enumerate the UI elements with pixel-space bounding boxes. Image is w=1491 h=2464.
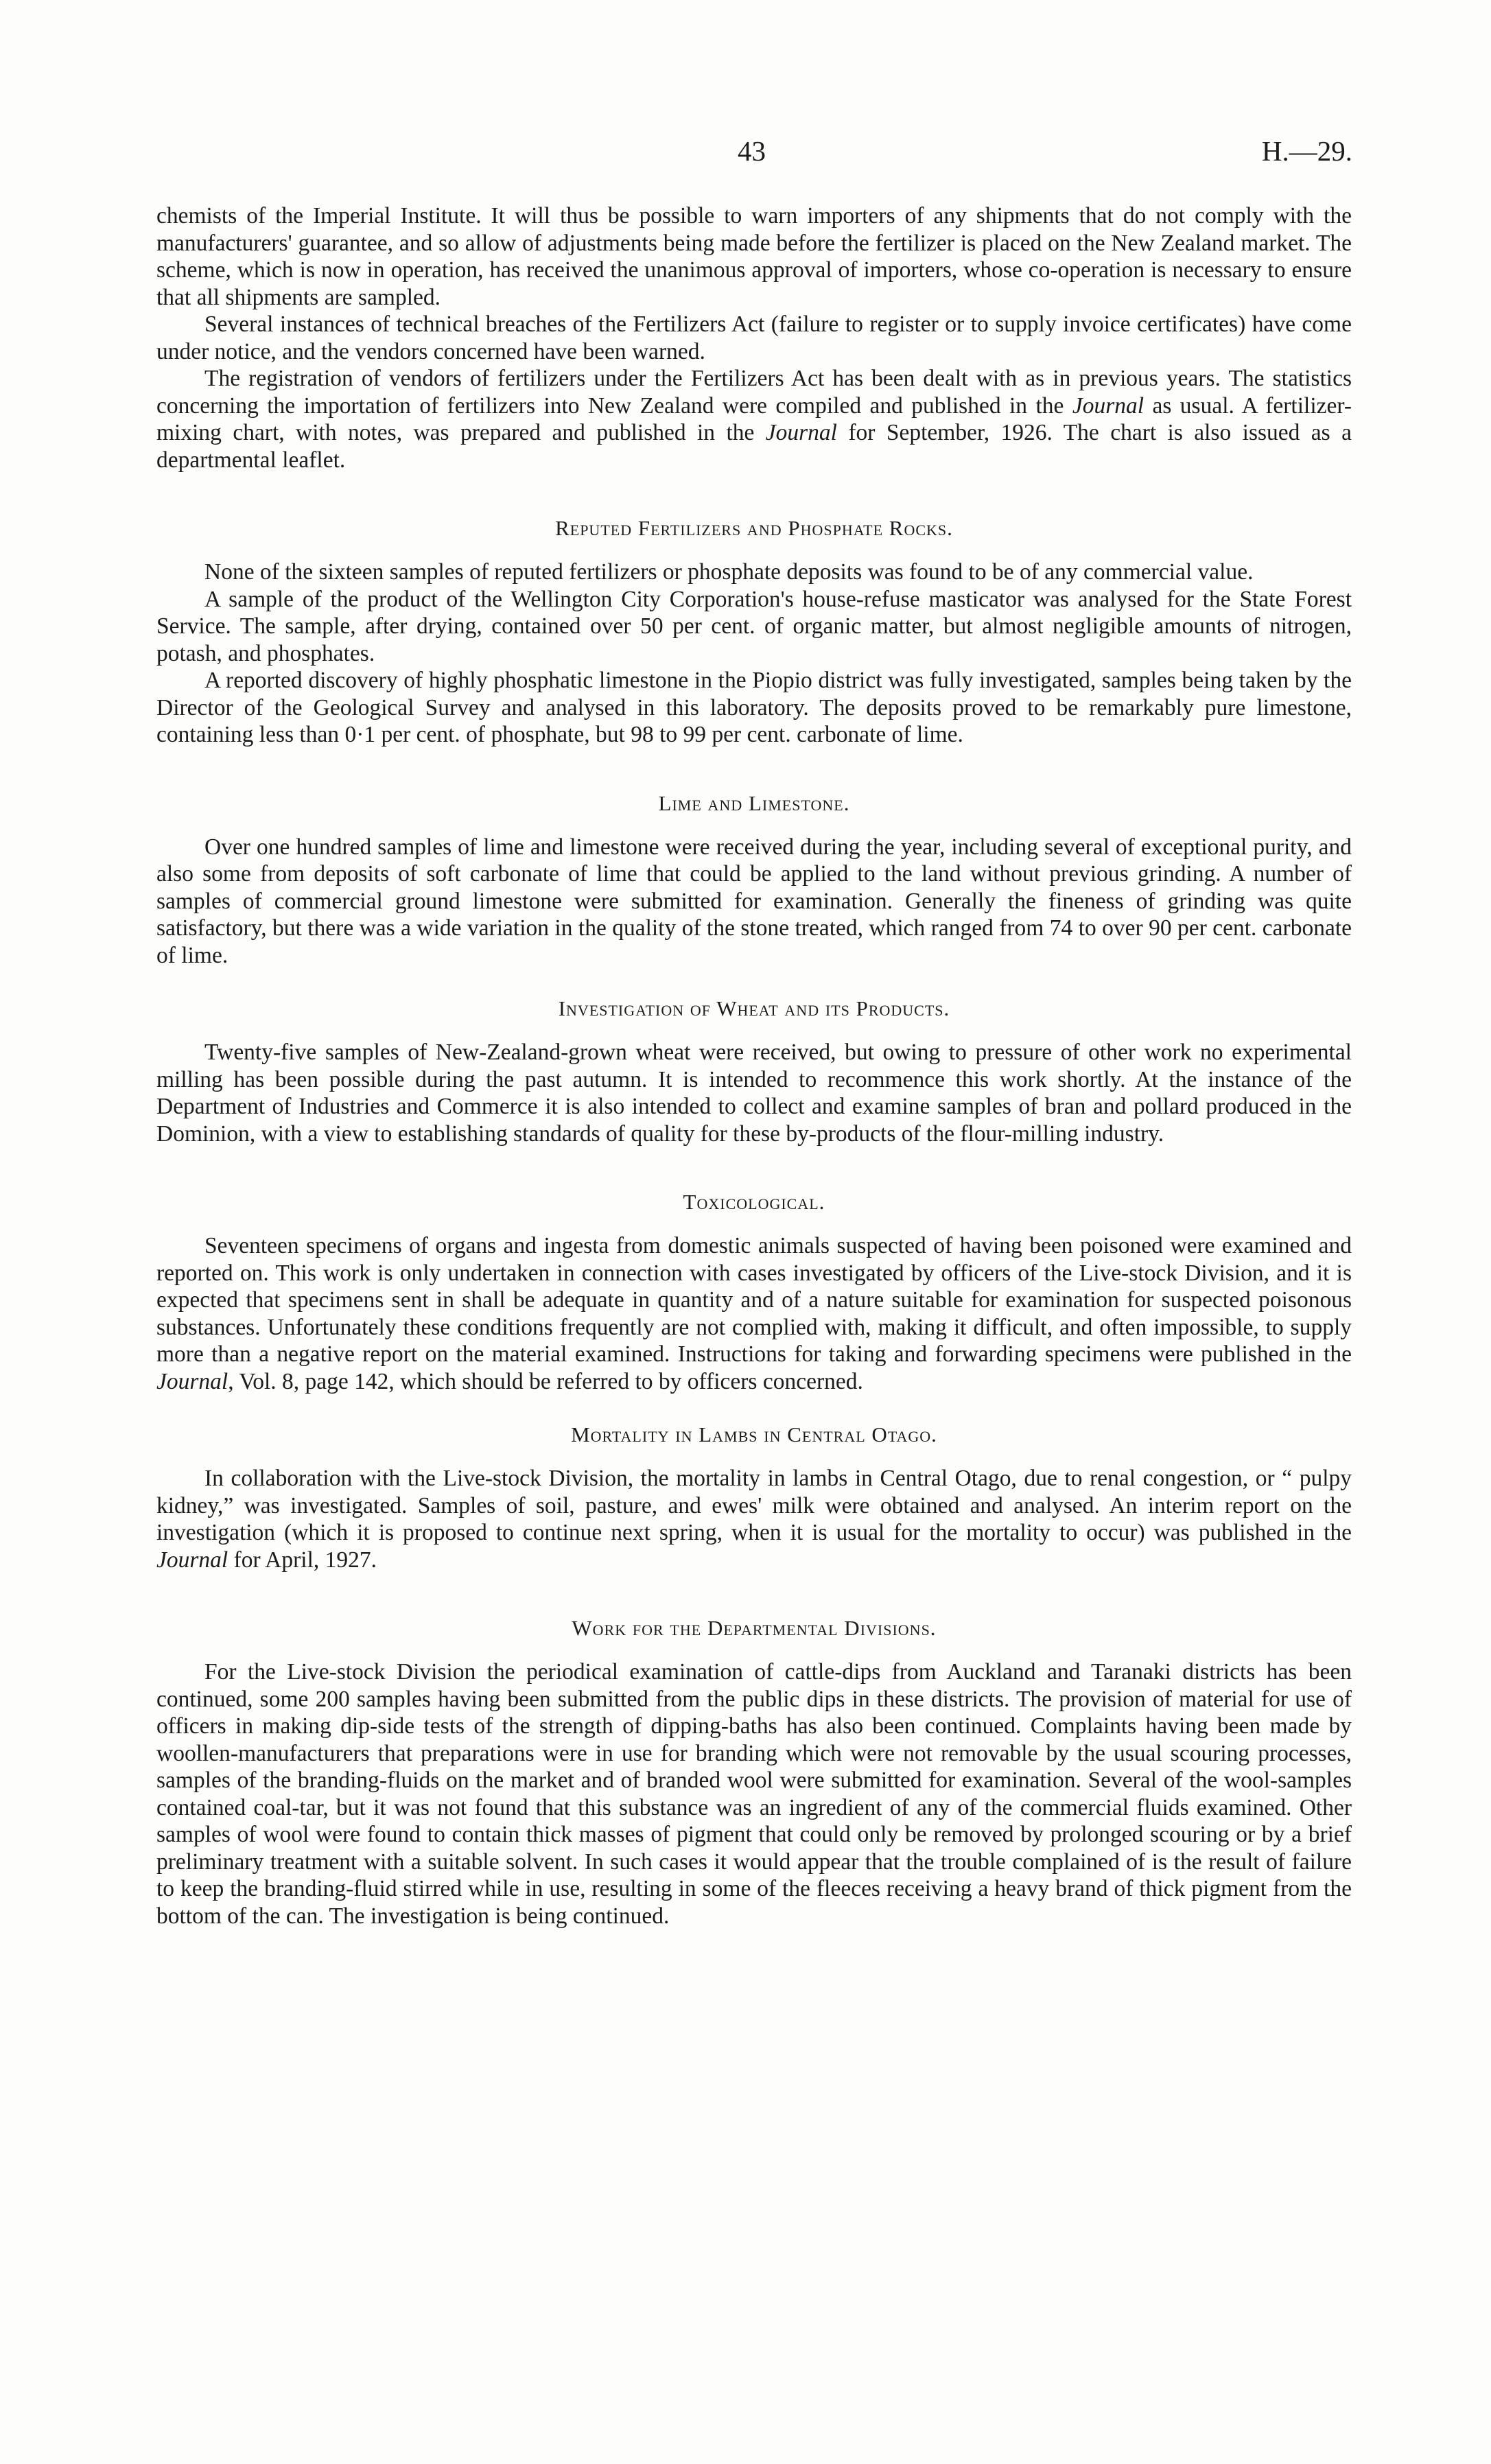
text-run: Twenty-five samples of New-Zealand-grown wheat were received, but owing to pressure of other work no experimental milling has been possible during the past autumn. It is intended to recommence this work shortly. At the instance of the Department of Industries and Commerce it is also intended to collect and examine samples of bran and pollard produced in the Dominion, with a view to establishing standards of quality for these by-products of the flour-milling industry. — [156, 1040, 1352, 1147]
section-heading: Toxicological. — [683, 1190, 825, 1214]
section-heading: Work for the Departmental Divisions. — [572, 1616, 937, 1640]
text-run: chemists of the Imperial Institute. It will thus be possible to warn importers of any shipments that do not comply with the manufacturers' guarantee, and so allow of adjustments being made before the fertilizer is placed on the New Zealand market. The scheme, which is now in operation, has received the unanimous approval of importers, whose co-operation is necessary to ensure that all shipments are sampled. — [156, 203, 1352, 310]
paragraph — [156, 1039, 1352, 1147]
paragraph — [156, 1465, 1352, 1573]
text-run: A reported discovery of highly phosphatic limestone in the Piopio district was fully investigated, samples being taken by the Director of the Geological Survey and analysed in this laboratory. The deposits proved to be remarkably pure limestone, containing less than 0·1 per cent. of phosphate, but 98 to 99 per cent. carbonate of lime. — [156, 668, 1352, 747]
text-run: For the Live-stock Division the periodical examination of cattle-dips from Auckland and Taranaki districts has been continued, some 200 samples having been submitted from the public dips in these districts. The provision of material for use of officers in making dip-side tests of the strength of dipping-baths has also been continued. Complaints having been made by woollen-manufacturers that preparations were in use for branding which were not removable by the usual scouring processes, samples of the branding-fluids on the market and of branded wool were submitted for examination. Several of the wool-samples contained coal-tar, but it was not found that this substance was an ingredient of any of the commercial fluids examined. Other samples of wool were found to contain thick masses of pigment that could only be removed by prolonged scouring or by a brief preliminary treatment with a suitable solvent. In such cases it would appear that the trouble complained of is the result of failure to keep the branding-fluid stirred while in use, resulting in some of the fleeces receiving a heavy brand of thick pigment from the bottom of the can. The investigation is being continued. — [156, 1659, 1352, 1929]
document-reference: H.—29. — [1261, 135, 1352, 167]
section — [156, 996, 1352, 1147]
section — [156, 1616, 1352, 1929]
italic-text: Journal — [156, 1368, 228, 1394]
italic-text: Journal — [765, 420, 837, 445]
text-run: In collaboration with the Live-stock Division, the mortality in lambs in Central Otago, due to renal congestion, or “ pulpy kidney,” was investigated. Samples of soil, pasture, and ewes' milk were obtained and analysed. An interim report on the investigation (which it is proposed to continue next spring, when it is usual for the mortality to occur) was published in the — [156, 1466, 1352, 1545]
text-run: None of the sixteen samples of reputed fertilizers or phosphate deposits was found to be of any commercial value. — [204, 559, 1254, 585]
paragraph — [156, 1232, 1352, 1395]
text-run: Over one hundred samples of lime and limestone were received during the year, including several of exceptional purity, and also some from deposits of soft carbonate of lime that could be applied to the land without previous grinding. A number of samples of commercial ground limestone were submitted for examination. Generally the fineness of grinding was quite satisfactory, but there was a wide variation in the quality of the stone treated, which ranged from 74 to over 90 per cent. carbonate of lime. — [156, 834, 1352, 968]
section — [156, 791, 1352, 970]
text-run: for September, 1926. The chart is also issued as a departmental leaflet. — [156, 420, 1352, 473]
page-header — [0, 134, 1491, 176]
section — [156, 202, 1352, 473]
body-text — [156, 202, 1352, 1929]
page-number: 43 — [738, 135, 766, 167]
section-heading: Lime and Limestone. — [658, 790, 850, 815]
paragraph — [156, 311, 1352, 365]
text-run: , Vol. 8, page 142, which should be referred to by officers concerned. — [228, 1368, 863, 1394]
paragraph — [156, 1658, 1352, 1929]
text-run: as usual. A fertilizer-mixing chart, with notes, was prepared and published in the — [156, 392, 1352, 445]
italic-text: Journal — [156, 1547, 228, 1573]
text-run: A sample of the product of the Wellington City Corporation's house-refuse masticator was analysed for the State Forest Service. The sample, after drying, contained over 50 per cent. of organic matter, but almost negligible amounts of nitrogen, potash, and phosphates. — [156, 586, 1352, 666]
paragraph — [156, 365, 1352, 473]
text-run: Several instances of technical breaches of the Fertilizers Act (failure to register or to supply invoice certificates) have come under notice, and the vendors concerned have been warned. — [156, 312, 1352, 364]
text-run: for April, 1927. — [228, 1547, 377, 1573]
paragraph — [156, 202, 1352, 311]
paragraph — [156, 834, 1352, 970]
paragraph — [156, 586, 1352, 668]
text-run: Seventeen specimens of organs and ingesta from domestic animals suspected of having been poisoned were examined and reported on. This work is only undertaken in connection with cases investigated by officers of the Live-stock Division, and it is expected that specimens sent in shall be adequate in quantity and of a nature suitable for examination for suspected poisonous substances. Unfortunately these conditions frequently are not complied with, making it difficult, and often impossible, to supply more than a negative report on the material examined. Instructions for taking and forwarding specimens were published in the — [156, 1233, 1352, 1367]
section-heading: Mortality in Lambs in Central Otago. — [571, 1422, 937, 1446]
section — [156, 1190, 1352, 1395]
italic-text: Journal — [1072, 392, 1144, 419]
text-run: The registration of vendors of fertilizers under the Fertilizers Act has been dealt with as in previous years. The statistics concerning the importation of fertilizers into New Zealand were compiled and published in the — [156, 366, 1352, 419]
section — [156, 516, 1352, 749]
section-heading: Investigation of Wheat and its Products. — [558, 996, 950, 1020]
section — [156, 1422, 1352, 1573]
paragraph — [156, 667, 1352, 749]
section-heading: Reputed Fertilizers and Phosphate Rocks. — [555, 516, 953, 540]
paragraph — [156, 559, 1352, 586]
